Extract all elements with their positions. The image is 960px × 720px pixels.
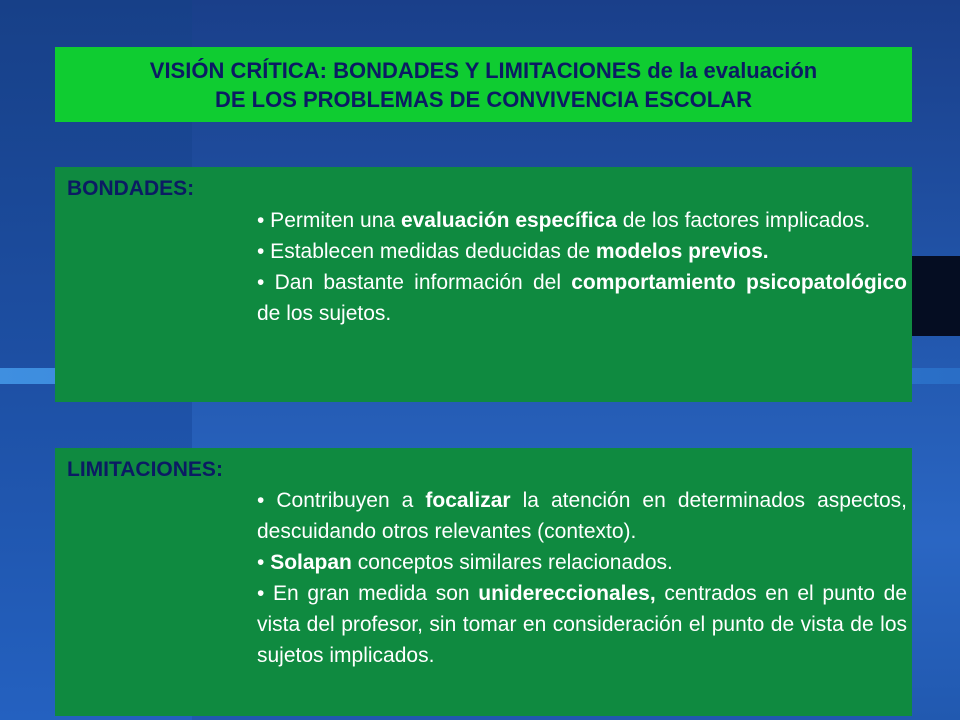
- bullet-text: • En gran medida son: [257, 582, 479, 605]
- slide-title-line-2: DE LOS PROBLEMAS DE CONVIVENCIA ESCOLAR: [214, 86, 752, 112]
- bullet-item: [257, 236, 907, 267]
- bullet-item: [257, 267, 907, 329]
- bullet-emphasis: Solapan: [270, 551, 352, 574]
- bondades-list: [257, 205, 907, 329]
- bullet-item: [257, 205, 907, 236]
- bullet-emphasis: modelos previos.: [595, 240, 769, 263]
- bullet-text: la atención en determinados aspectos, descuidando otros relevantes (contexto).: [257, 489, 907, 543]
- limitaciones-panel: [55, 448, 912, 716]
- bullet-text: • Contribuyen a: [257, 489, 426, 512]
- bullet-text: conceptos similares relacionados.: [351, 551, 673, 574]
- bullet-text: •: [257, 551, 271, 574]
- bullet-text: centrados en el punto de vista del profesor, sin tomar en consideración el punto de vista de los sujetos implicados.: [257, 582, 907, 667]
- bullet-item: [257, 578, 907, 671]
- limitaciones-heading: LIMITACIONES:: [67, 458, 223, 481]
- bullet-emphasis: unidereccionales,: [478, 582, 656, 605]
- bullet-item: [257, 485, 907, 547]
- bondades-heading: BONDADES:: [67, 177, 195, 200]
- limitaciones-list: [257, 485, 907, 671]
- bullet-text: • Dan bastante información del: [257, 271, 572, 294]
- bullet-emphasis: evaluación específica: [400, 209, 617, 232]
- bondades-panel: [55, 167, 912, 402]
- bullet-text: • Permiten una: [257, 209, 401, 232]
- slide-title-box: [55, 47, 912, 122]
- background-dark-block: [912, 256, 960, 336]
- bullet-text: • Establecen medidas deducidas de: [257, 240, 596, 263]
- bullet-text: de los factores implicados.: [616, 209, 871, 232]
- bullet-emphasis: comportamiento psicopatológico: [571, 271, 907, 294]
- bullet-item: [257, 547, 907, 578]
- bullet-text: de los sujetos.: [257, 302, 392, 325]
- slide-title-line-1: VISIÓN CRÍTICA: BONDADES Y LIMITACIONES de la evaluación: [149, 57, 818, 83]
- bullet-emphasis: focalizar: [425, 489, 511, 512]
